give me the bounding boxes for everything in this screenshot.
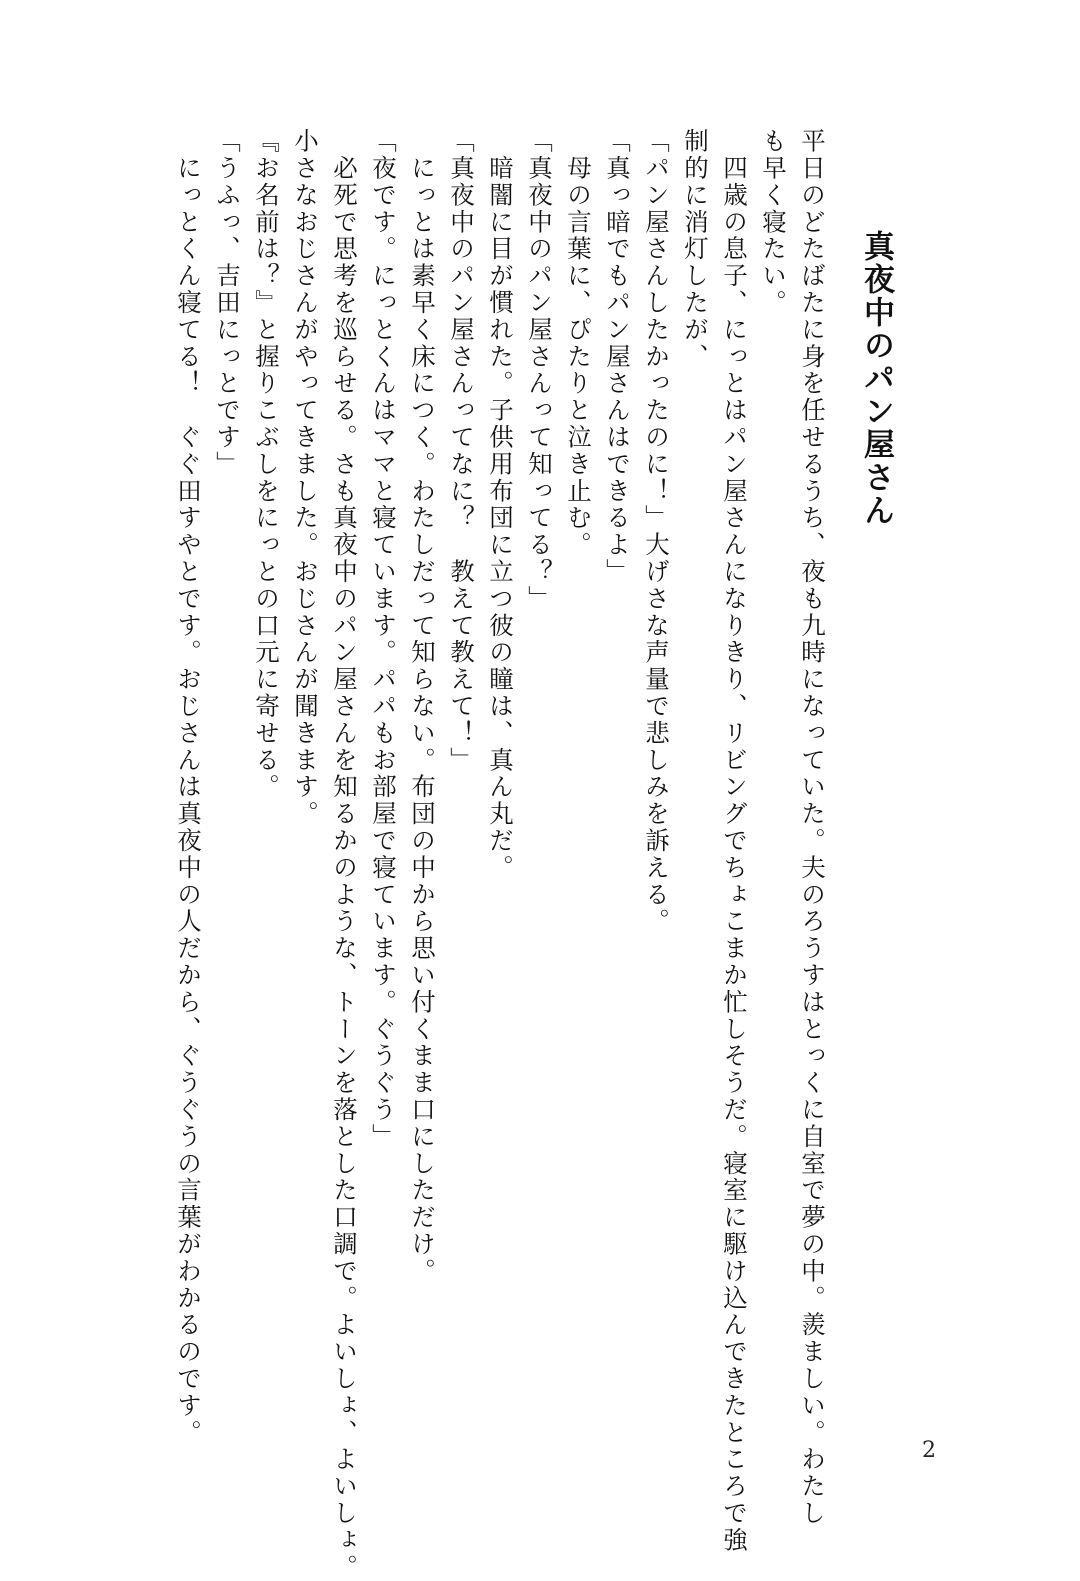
text-line: も早く寝たい。 [759,128,788,317]
body-text [169,128,832,1581]
text-line: 「うふっ、吉田にっとです」 [213,128,242,478]
text-line: にっとくん寝てる！ ぐぐ田すやとです。おじさんは真夜中の人だから、ぐうぐうの言葉がわかるのです。 [174,128,203,1447]
page-number: 2 [922,1438,936,1463]
text-line: 「パン屋さんしたかったのに！」大げさな声量で悲しみを訴える。 [642,128,671,935]
chapter-title: 真夜中のパン屋さん [858,230,894,527]
text-line: 必死で思考を巡らせる。さも真夜中のパン屋さんを知るかのような、トーンを落とした口調で。よいしょ、よいしょ。 [330,128,359,1581]
text-line: 平日のどたばたに身を任せるうち、夜も九時になっていた。夫のろうすはとっくに自室で夢の中。羨ましい。わたし [798,128,827,1527]
text-line: 「真夜中のパン屋さんってなに？ 教えて教えて！」 [447,128,476,774]
text-line: にっとは素早く床につく。わたしだって知らない。布団の中から思い付くまま口にしただけ。 [408,128,437,1285]
text-line: 制的に消灯したが、 [681,128,710,371]
text-line: 小さなおじさんがやってきました。おじさんが聞きます。 [291,128,320,828]
text-line: 母の言葉に、ぴたりと泣き止む。 [564,128,593,559]
text-line: 「夜です。にっとくんはママと寝ています。パパもお部屋で寝ています。ぐうぐう」 [369,128,398,1151]
text-line: 四歳の息子、にっとはパン屋さんになりきり、リビングでちょこまか忙しそうだ。寝室に駆け込んできたところで強 [720,128,749,1554]
text-line: 『お名前は？』と握りこぶしをにっとの口元に寄せる。 [252,128,281,801]
text-line: 暗闇に目が慣れた。子供用布団に立つ彼の瞳は、真ん丸だ。 [486,128,515,882]
text-line: 「真夜中のパン屋さんって知ってる？」 [525,128,554,613]
text-line: 「真っ暗でもパン屋さんはできるよ」 [603,128,632,586]
